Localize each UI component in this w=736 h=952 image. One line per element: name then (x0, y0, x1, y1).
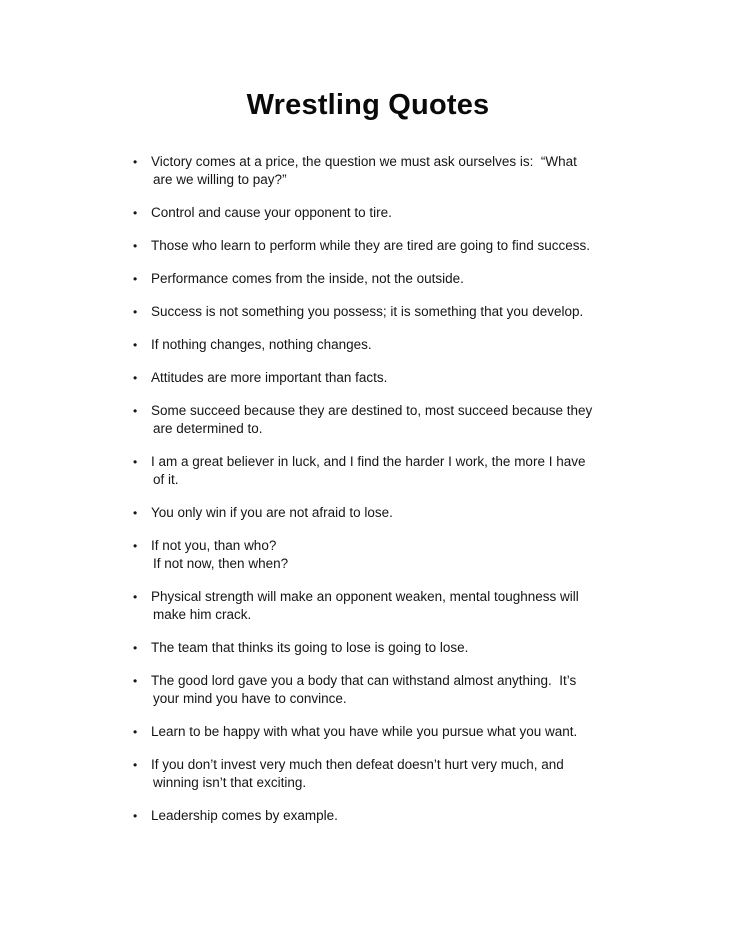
quote-text (151, 453, 646, 489)
bullet-icon: • (133, 590, 138, 604)
quote-text (151, 153, 646, 189)
bullet-icon: • (133, 338, 138, 352)
quote-text (151, 237, 646, 255)
quote-line: Attitudes are more important than facts. (151, 370, 388, 385)
quote-text (151, 537, 646, 573)
quote-line: I am a great believer in luck, and I find the harder I work, the more I have (151, 454, 586, 469)
bullet-icon: • (133, 455, 138, 469)
quote-item (133, 303, 646, 321)
quote-item (133, 537, 646, 573)
bullet-icon: • (133, 404, 138, 418)
quote-item (133, 807, 646, 825)
quote-item (133, 588, 646, 624)
quote-item (133, 723, 646, 741)
quote-line: Leadership comes by example. (151, 808, 338, 823)
bullet-icon: • (133, 674, 138, 688)
page-title: Wrestling Quotes (246, 89, 490, 121)
quote-item (133, 153, 646, 189)
bullet-icon: • (133, 641, 138, 655)
quote-line: Learn to be happy with what you have while you pursue what you want. (151, 724, 578, 739)
quote-text (151, 504, 646, 522)
quote-text (151, 303, 646, 321)
quote-text (151, 336, 646, 354)
quote-text (151, 204, 646, 222)
quote-item (133, 639, 646, 657)
bullet-icon: • (133, 506, 138, 520)
bullet-icon: • (133, 539, 138, 553)
quote-line: your mind you have to convince. (153, 691, 347, 706)
quote-line: The team that thinks its going to lose is going to lose. (151, 640, 469, 655)
bullet-icon: • (133, 272, 138, 286)
quote-item (133, 504, 646, 522)
bullet-icon: • (133, 239, 138, 253)
quote-text (151, 672, 646, 708)
quote-item (133, 270, 646, 288)
bullet-icon: • (133, 725, 138, 739)
quote-text (151, 639, 646, 657)
bullet-icon: • (133, 809, 138, 823)
quote-line: Success is not something you possess; it is something that you develop. (151, 304, 584, 319)
quote-line: If you don’t invest very much then defeat doesn’t hurt very much, and (151, 757, 564, 772)
quote-line: You only win if you are not afraid to lose. (151, 505, 393, 520)
quote-text (151, 807, 646, 825)
quote-item (133, 204, 646, 222)
quote-line: make him crack. (153, 607, 252, 622)
quote-item (133, 402, 646, 438)
bullet-icon: • (133, 371, 138, 385)
bullet-icon: • (133, 758, 138, 772)
quote-line: The good lord gave you a body that can withstand almost anything. It’s (151, 673, 577, 688)
quote-text (151, 270, 646, 288)
quote-line: Control and cause your opponent to tire. (151, 205, 392, 220)
quote-line: If nothing changes, nothing changes. (151, 337, 372, 352)
quote-text (151, 756, 646, 792)
quote-item (133, 237, 646, 255)
quote-text (151, 369, 646, 387)
quote-item (133, 336, 646, 354)
quote-item (133, 756, 646, 792)
bullet-icon: • (133, 155, 138, 169)
quote-line: Those who learn to perform while they are tired are going to find success. (151, 238, 590, 253)
quote-text (151, 723, 646, 741)
quote-line: are we willing to pay?” (153, 172, 287, 187)
quotes-list (0, 153, 736, 825)
bullet-icon: • (133, 305, 138, 319)
quote-line: Some succeed because they are destined to, most succeed because they (151, 403, 593, 418)
quote-line: winning isn’t that exciting. (153, 775, 307, 790)
quote-text (151, 588, 646, 624)
quote-item (133, 453, 646, 489)
quote-item (133, 369, 646, 387)
quote-line: of it. (153, 472, 179, 487)
bullet-icon: • (133, 206, 138, 220)
quote-line: If not now, then when? (153, 556, 289, 571)
quote-item (133, 672, 646, 708)
quote-text (151, 402, 646, 438)
quote-line: If not you, than who? (151, 538, 277, 553)
quote-line: Victory comes at a price, the question we must ask ourselves is: “What (151, 154, 577, 169)
quote-line: Performance comes from the inside, not the outside. (151, 271, 464, 286)
quote-line: Physical strength will make an opponent weaken, mental toughness will (151, 589, 579, 604)
quote-line: are determined to. (153, 421, 263, 436)
